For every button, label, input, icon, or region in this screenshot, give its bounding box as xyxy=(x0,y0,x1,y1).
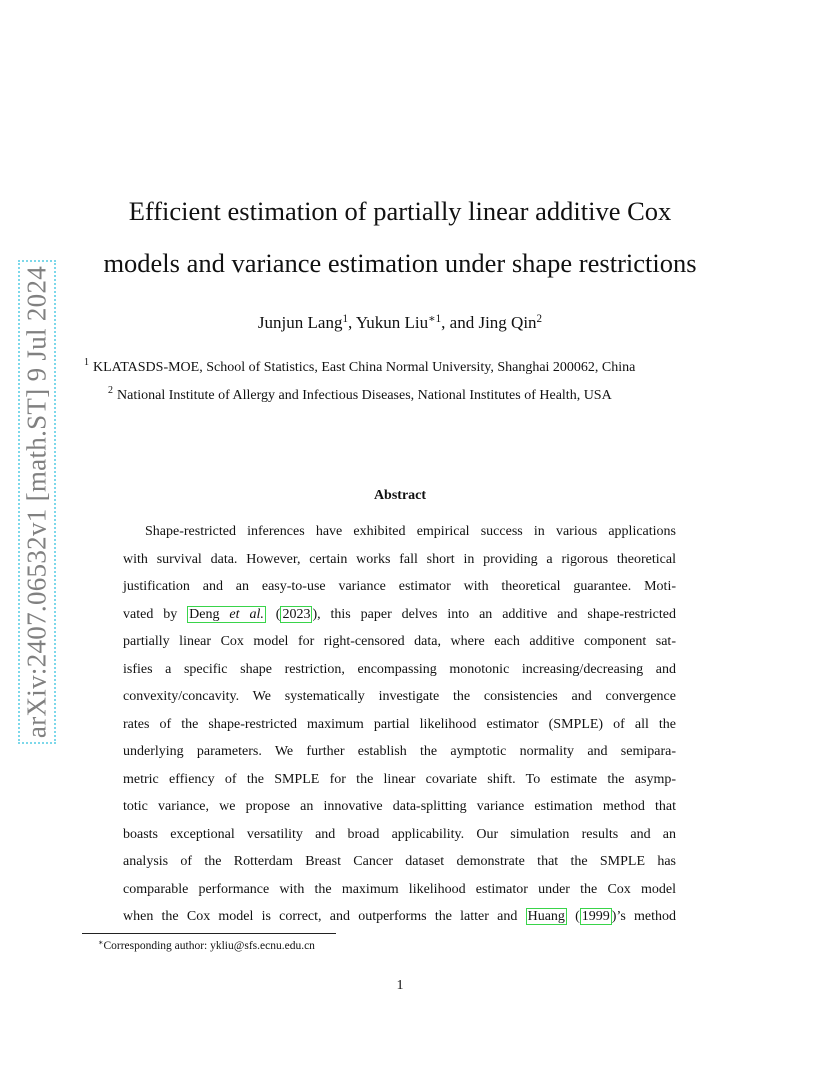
citation-link-huang[interactable]: Huang xyxy=(527,909,565,924)
text-fragment: ( xyxy=(566,909,580,924)
footnote xyxy=(98,940,315,952)
abstract-line: rates of the shape-restricted maximum partial likelihood estimator (SMPLE) of all the xyxy=(123,717,676,732)
affiliation-1 xyxy=(84,357,636,376)
page-number: 1 xyxy=(396,978,404,993)
footnote-mark: ∗ xyxy=(98,938,104,947)
text-fragment: )’s method xyxy=(611,909,677,924)
affiliation-text: National Institute of Allergy and Infectious Diseases, National Institutes of Health, USA xyxy=(117,388,612,403)
paper-title-line-2: models and variance estimation under shape restrictions xyxy=(103,248,697,278)
abstract-line-with-citation xyxy=(123,908,676,926)
abstract-line: isfies a specific shape restriction, encompassing monotonic increasing/decreasing and xyxy=(123,662,676,677)
abstract-line: metric effiency of the SMPLE for the linear covariate shift. To estimate the asymp- xyxy=(123,772,676,787)
arxiv-stamp[interactable] xyxy=(18,260,56,744)
author-list xyxy=(60,313,740,333)
author-mark: 1 xyxy=(342,312,348,325)
citation-author[interactable]: Deng xyxy=(189,607,230,622)
citation-year-link-1999[interactable]: 1999 xyxy=(581,909,610,924)
author-name: Junjun Lang xyxy=(257,313,343,332)
affiliation-mark: 2 xyxy=(108,385,113,396)
author-mark: ∗1 xyxy=(428,312,442,325)
text-fragment: ), this paper delves into an additive and shape-restricted xyxy=(312,607,676,622)
text-fragment: when the Cox model is correct, and outperforms the latter and xyxy=(123,909,526,924)
arxiv-id[interactable]: arXiv:2407.06532v1 [math.ST] 9 Jul 2024 xyxy=(21,265,52,739)
citation-etal[interactable]: et al. xyxy=(229,607,264,622)
abstract-heading: Abstract xyxy=(373,488,427,503)
abstract-line: totic variance, we propose an innovative data-splitting variance estimation method that xyxy=(123,799,676,814)
abstract-line: partially linear Cox model for right-censored data, where each additive component sat- xyxy=(123,634,676,649)
author-name: Yukun Liu xyxy=(355,313,429,332)
abstract-line: analysis of the Rotterdam Breast Cancer dataset demonstrate that the SMPLE has xyxy=(123,854,676,869)
paper-title-line-1: Efficient estimation of partially linear additive Cox xyxy=(128,196,672,226)
affiliation-mark: 1 xyxy=(84,357,89,368)
abstract-line: convexity/concavity. We systematically investigate the consistencies and convergence xyxy=(123,689,676,704)
affiliation-text: KLATASDS-MOE, School of Statistics, East China Normal University, Shanghai 200062, China xyxy=(93,360,636,375)
abstract-line: underlying parameters. We further establish the aymptotic normality and semipara- xyxy=(123,744,676,759)
abstract-line: Shape-restricted inferences have exhibited empirical success in various applications xyxy=(145,524,676,539)
affiliation-2 xyxy=(108,385,612,404)
abstract-line: comparable performance with the maximum likelihood estimator under the Cox model xyxy=(123,882,676,897)
author-mark: 2 xyxy=(536,312,543,325)
abstract-line: boasts exceptional versatility and broad applicability. Our simulation results and an xyxy=(123,827,676,842)
abstract-line: with survival data. However, certain works fall short in providing a rigorous theoretical xyxy=(123,552,676,567)
author-separator: , xyxy=(347,313,356,332)
citation-link-deng[interactable] xyxy=(187,606,266,623)
footnote-divider xyxy=(82,933,336,934)
author-name: Jing Qin xyxy=(478,313,537,332)
citation-year-link-2023[interactable]: 2023 xyxy=(282,607,311,622)
text-fragment: vated by xyxy=(123,607,188,622)
author-separator: , and xyxy=(441,313,479,332)
footnote-text: Corresponding author: ykliu@sfs.ecnu.edu.cn xyxy=(103,940,315,952)
abstract-line-with-citation xyxy=(123,606,676,624)
text-fragment: ( xyxy=(265,607,281,622)
abstract-line: justification and an easy-to-use variance estimator with theoretical guarantee. Moti- xyxy=(123,579,676,594)
